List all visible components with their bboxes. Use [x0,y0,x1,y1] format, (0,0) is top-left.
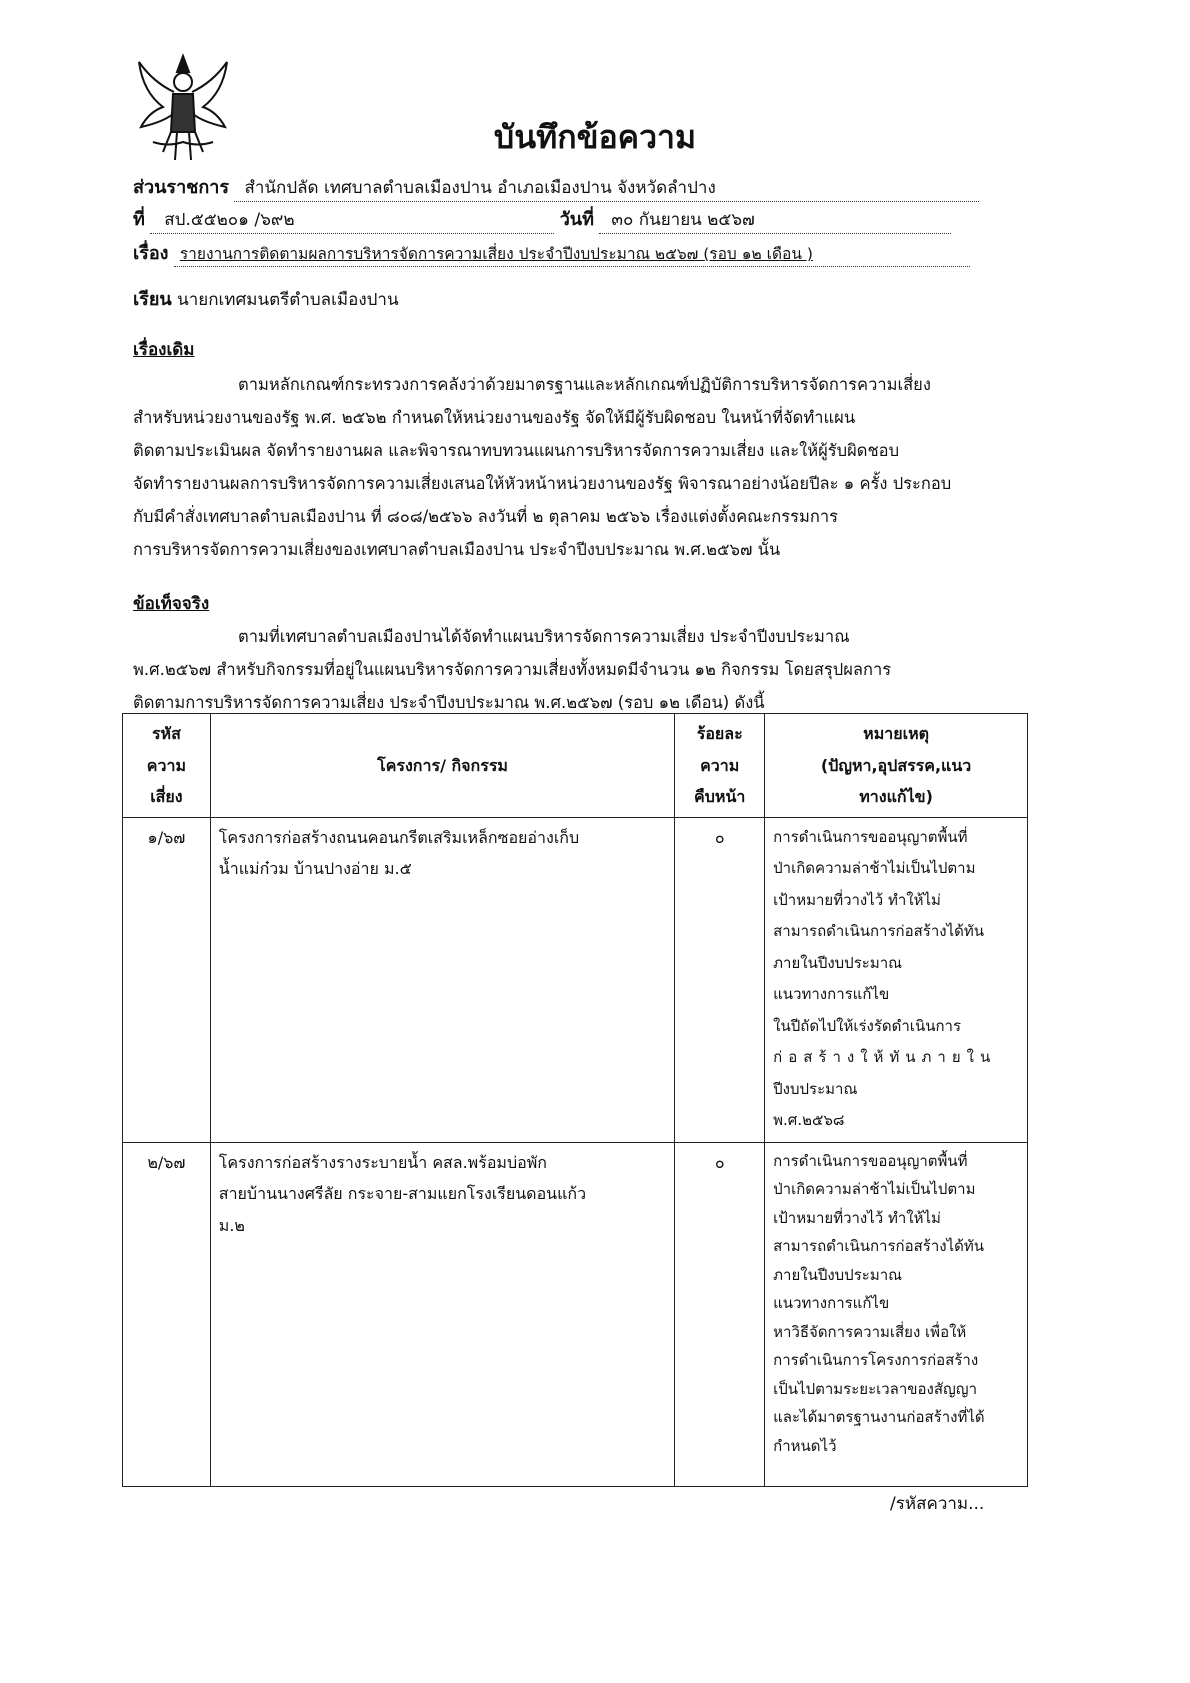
remark-line: สามารถดำเนินการก่อสร้างได้ทัน [773,922,985,940]
remarks [765,817,1028,1142]
project-name [210,817,674,1142]
date-value: ๓๐ กันยายน ๒๕๖๗ [599,206,951,234]
addressee-label: เรียน [133,289,172,310]
table-row [123,817,1028,1142]
project-line: โครงการก่อสร้างถนนคอนกรีตเสริมเหล็กซอยอ่างเก็บ [218,827,580,847]
continuation-note: /รหัสความ... [890,1494,985,1514]
remarks [765,1142,1028,1486]
agency-row [133,172,976,202]
document-title: บันทึกข้อความ [493,118,697,156]
progress-percent: ๐ [675,817,765,1142]
project-line: ม.๒ [218,1215,245,1235]
remark-line: แนวทางการแก้ไข [773,1294,890,1312]
remark-line: ก่อสร้างให้ทันภายใน [773,1048,997,1066]
project-line: โครงการก่อสร้างรางระบายน้ำ คสล.พร้อมบ่อพัก [218,1152,547,1172]
project-name [210,1142,674,1486]
table-header-row [123,714,1028,818]
header-line: ร้อยละ [696,724,743,743]
addressee-row [133,284,399,313]
header-risk-code [123,714,211,818]
remark-line: แนวทางการแก้ไข [773,985,890,1003]
background-heading: เรื่องเดิม [133,340,195,360]
header-line: หมายเหตุ [863,724,929,743]
risk-table [122,713,1028,1487]
remark-line: สามารถดำเนินการก่อสร้างได้ทัน [773,1237,985,1255]
header-project [210,714,674,818]
header-line: รหัส [151,724,181,743]
remark-line: ป่าเกิดความล่าช้าไม่เป็นไปตาม [773,1180,976,1198]
header-line: ความ [700,755,740,775]
subject-row [133,238,976,267]
text-line: ติดตามการบริหารจัดการความเสี่ยง ประจำปีงบประมาณ พ.ศ.๒๕๖๗ (รอบ ๑๒ เดือน) ดังนี้ [133,693,765,712]
text-line: จัดทำรายงานผลการบริหารจัดการความเสี่ยงเสนอให้หัวหน้าหน่วยงานของรัฐ พิจารณาอย่างน้อยปีละ ๑ ครั้ง ประกอบ [133,474,952,493]
remark-line: ภายในปีงบประมาณ [773,1265,903,1284]
agency-label: ส่วนราชการ [133,177,230,198]
remark-line: การดำเนินการโครงการก่อสร้าง [773,1351,979,1369]
remark-line: พ.ศ.๒๕๖๘ [773,1111,845,1129]
remark-line: การดำเนินการขออนุญาตพื้นที่ [773,1151,968,1170]
header-line: ทางแก้ไข) [859,787,933,806]
remark-line: เป้าหมายที่วางไว้ ทำให้ไม่ [773,890,941,909]
header-line: โครงการ/ กิจกรรม [377,755,508,775]
text-line: ติดตามประเมินผล จัดทำรายงานผล และพิจารณาทบทวนแผนการบริหารจัดการความเสี่ยง และให้ผู้รับผิดชอบ [133,441,900,460]
table-row [123,1142,1028,1486]
remark-line: ป่าเกิดความล่าช้าไม่เป็นไปตาม [773,859,976,877]
agency-value: สำนักปลัด เทศบาลตำบลเมืองปาน อำเภอเมืองปาน จังหวัดลำปาง [234,174,979,202]
facts-heading: ข้อเท็จจริง [133,594,210,614]
text-line: การบริหารจัดการความเสี่ยงของเทศบาลตำบลเมืองปาน ประจำปีงบประมาณ พ.ศ.๒๕๖๗ นั้น [133,540,781,559]
remark-line: เป้าหมายที่วางไว้ ทำให้ไม่ [773,1208,941,1227]
reference-row [133,204,976,234]
text-line: พ.ศ.๒๕๖๗ สำหรับกิจกรรมที่อยู่ในแผนบริหารจัดการความเสี่ยงทั้งหมดมีจำนวน ๑๒ กิจกรรม โดยสรุปผลการ [133,660,892,679]
project-line: สายบ้านนางศรีลัย กระจาย-สามแยกโรงเรียนดอนแก้ว [218,1184,587,1203]
subject-label: เรื่อง [133,243,169,264]
remark-line: หาวิธีจัดการความเสี่ยง เพื่อให้ [773,1322,967,1341]
date-label: วันที่ [559,209,594,230]
remark-line: ในปีถัดไปให้เร่งรัดดำเนินการ [773,1016,962,1035]
subject-value: รายงานการติดตามผลการบริหารจัดการความเสี่ยง ประจำปีงบประมาณ ๒๕๖๗ (รอบ ๑๒ เดือน ) [174,241,970,267]
header-remarks [765,714,1028,818]
addressee-value: นายกเทศมนตรีตำบลเมืองปาน [177,290,399,310]
facts-paragraph [133,620,891,719]
text-line: กับมีคำสั่งเทศบาลตำบลเมืองปาน ที่ ๘๐๘/๒๕๖๖ ลงวันที่ ๒ ตุลาคม ๒๕๖๖ เรื่องแต่งตั้งคณะกรรมการ [133,507,839,526]
header-line: เสี่ยง [150,787,183,806]
remark-line: การดำเนินการขออนุญาตพื้นที่ [773,827,968,846]
remark-line: และได้มาตรฐานงานก่อสร้างที่ได้ [773,1408,985,1426]
progress-percent: ๐ [675,1142,765,1486]
reference-label: ที่ [133,209,145,230]
header-line: ความ [146,755,186,775]
text-line: ตามหลักเกณฑ์กระทรวงการคลังว่าด้วยมาตรฐานและหลักเกณฑ์ปฏิบัติการบริหารจัดการความเสี่ยง [238,375,931,394]
header-line: คืบหน้า [694,787,746,806]
text-line: สำหรับหน่วยงานของรัฐ พ.ศ. ๒๕๖๒ กำหนดให้หน่วยงานของรัฐ จัดให้มีผู้รับผิดชอบ ในหน้าที่จัดทำแผน [133,408,856,427]
project-line: น้ำแม่ก๋วม บ้านปางอ่าย ม.๕ [218,859,412,878]
header-progress [675,714,765,818]
background-paragraph [133,368,951,566]
remark-line: ปีงบประมาณ [773,1079,858,1098]
text-line: ตามที่เทศบาลตำบลเมืองปานได้จัดทำแผนบริหารจัดการความเสี่ยง ประจำปีงบประมาณ [238,627,850,646]
remark-line: เป็นไปตามระยะเวลาของสัญญา [773,1379,978,1398]
header-line: (ปัญหา,อุปสรรค,แนว [820,755,972,775]
reference-value: สป.๕๕๒๐๑ /๖๙๒ [150,206,554,234]
remark-line: กำหนดไว้ [773,1436,837,1455]
risk-code: ๑/๖๗ [123,817,211,1142]
remark-line: ภายในปีงบประมาณ [773,953,903,972]
risk-code: ๒/๖๗ [123,1142,211,1486]
